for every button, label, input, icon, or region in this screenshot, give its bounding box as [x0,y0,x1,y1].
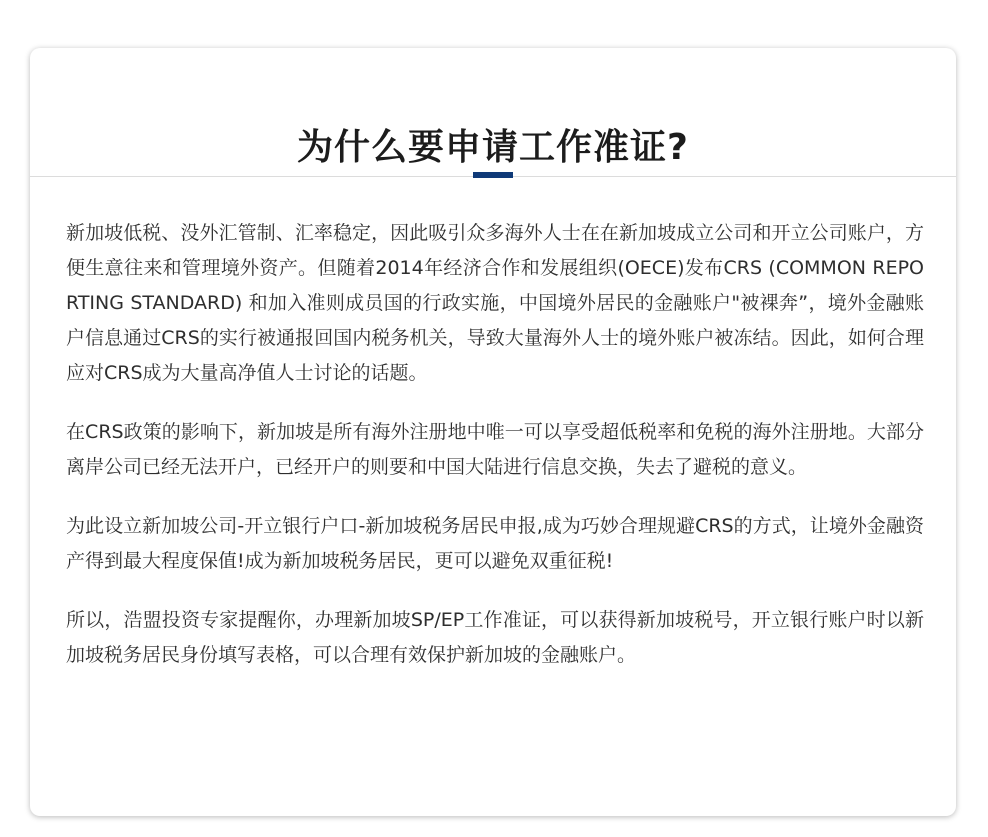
article-card [30,48,956,816]
article-body [66,216,924,697]
paragraph-solution: 为此设立新加坡公司-开立银行户口-新加坡税务居民申报,成为巧妙合理规避CRS的方式，让境外金融资产得到最大程度保值!成为新加坡税务居民，更可以避免双重征税! [66,515,924,572]
paragraph-crs-impact: 在CRS政策的影响下，新加坡是所有海外注册地中唯一可以享受超低税率和免税的海外注册地。大部分离岸公司已经无法开户，已经开户的则要和中国大陆进行信息交换，失去了避税的意义。 [66,421,924,478]
paragraph-conclusion: 所以，浩盟投资专家提醒你，办理新加坡SP/EP工作准证，可以获得新加坡税号，开立银行账户时以新加坡税务居民身份填写表格，可以合理有效保护新加坡的金融账户。 [66,609,924,666]
page-title: 为什么要申请工作准证? [297,127,689,169]
title-accent-bar [473,172,513,178]
paragraph-intro: 新加坡低税、没外汇管制、汇率稳定，因此吸引众多海外人士在在新加坡成立公司和开立公司账户，方便生意往来和管理境外资产。但随着2014年经济合作和发展组织(OECE)发布CRS (COMMON REPORTING STANDARD) 和加入准则成员国的行政实施，中国境外居民的金融账户"被裸奔”，境外金融账户信息通过CRS的实行被通报回国内税务机关，导致大量海外人士的境外账户被冻结。因此，如何合理应对CRS成为大量高净值人士讨论的话题。 [66,222,924,384]
card-header [30,48,956,177]
